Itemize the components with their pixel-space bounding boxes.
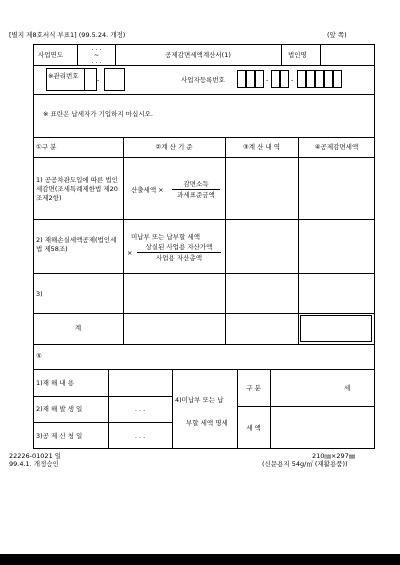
disaster-date-label: 2)재 해 발 생 일 [36,405,83,413]
fraction-bar [137,252,221,253]
biz-reg-digit-box [315,70,324,88]
biz-reg-digit-box [255,70,264,88]
scan-edge [0,554,400,565]
footer-paper-size: 210㎜×297㎜ [312,452,356,460]
row2-numerator: 상실된 사업용 자산가액 [145,243,213,251]
row2-formula-top: 미납부 또는 납부할 세액 [131,233,200,241]
row2-times: × [127,249,133,257]
divider [33,219,375,220]
row1-denominator: 과세표준금액 [177,191,215,199]
divider [281,44,282,65]
page-side-indicator: (앞 쪽) [327,31,347,39]
divider [33,137,375,138]
column-header-details: ③계 산 내 역 [242,143,281,151]
dash: - [291,76,294,84]
dash: - [97,76,100,84]
divider [33,369,375,370]
row2-denominator: 사업용 자산총액 [155,254,203,262]
divider [33,94,375,95]
section5-label: ⑤ [36,352,42,360]
column-header-amount: ④공제감면세액 [314,143,359,151]
total-amount-box [300,315,372,342]
row1-formula-left: 산출세액 × [131,186,164,194]
column-header-category: ①구 분 [36,143,57,151]
corp-name-label: 법인명 [288,51,307,59]
form-reference: [별지 제8호서식 부표1] (99.5.24. 개정) [9,31,126,39]
tax-amount-label: 세 액 [246,424,261,432]
row1-numerator: 감면소득 [183,180,209,188]
unpaid-label-top: 4)미납부 또는 납 [175,396,224,404]
footer-approval: 99.4.1. 개정승인 [9,460,59,468]
divider [320,44,321,65]
footer-paper-type: (신문용지 54g/㎡ (재활용품)) [262,460,348,468]
tax-item-label: 세 [344,384,351,392]
row3-label: 3) [36,290,43,298]
mgmt-no-box [104,68,125,91]
biz-reg-digit-box [306,70,315,88]
divider [237,369,238,449]
row1-label: 1) 공공차관도입에 따른 법인세감면(조세특례제한법 제20조제2항) [36,176,118,202]
divider [33,157,375,158]
footer-code: 22226-01021 일 [9,452,62,460]
date-from: . . . [91,44,102,52]
divider [270,369,271,449]
dash: - [266,76,269,84]
divider [33,396,172,397]
biz-reg-digit-box [297,70,306,88]
deduction-date-value: . . . [134,432,146,440]
biz-reg-label: 사업자등록번호 [181,76,225,84]
date-to: . . . [91,57,102,65]
divider [33,65,375,66]
divider [84,68,85,91]
biz-reg-digit-box [280,70,289,88]
disaster-date-value: . . . [134,405,146,413]
deduction-date-label: 3)공 제 신 청 일 [36,432,83,440]
form-title: 공제감면세액계산서(1) [165,51,231,59]
biz-reg-digit-box [324,70,333,88]
divider [33,422,172,423]
unpaid-label-bottom: 부할 세액 명세 [186,419,228,427]
biz-reg-digit-box [246,70,255,88]
total-label: 계 [74,324,82,332]
row2-label: 2) 재해손실세액공제(법인세법 제58조) [36,236,117,253]
category-label: 구 분 [246,384,261,392]
divider [77,44,78,65]
fraction-bar [172,189,220,190]
divider [33,344,375,345]
biz-reg-digit-box [237,70,246,88]
divider [237,406,375,407]
disaster-content-label: 1)재 해 내 용 [36,379,74,387]
mgmt-no-label: ※관리번호 [48,72,79,80]
date-tilde: ~ [93,51,100,59]
biz-reg-digit-box [271,70,280,88]
divider [33,313,375,314]
fiscal-year-label: 사업연도 [38,51,64,59]
divider [33,273,375,274]
column-header-basis: ②계 산 기 준 [155,143,193,151]
divider [172,369,173,449]
notice-text: ※ 표란은 납세자가 기입하지 마십시오. [43,110,153,118]
biz-reg-digit-box [333,70,342,88]
